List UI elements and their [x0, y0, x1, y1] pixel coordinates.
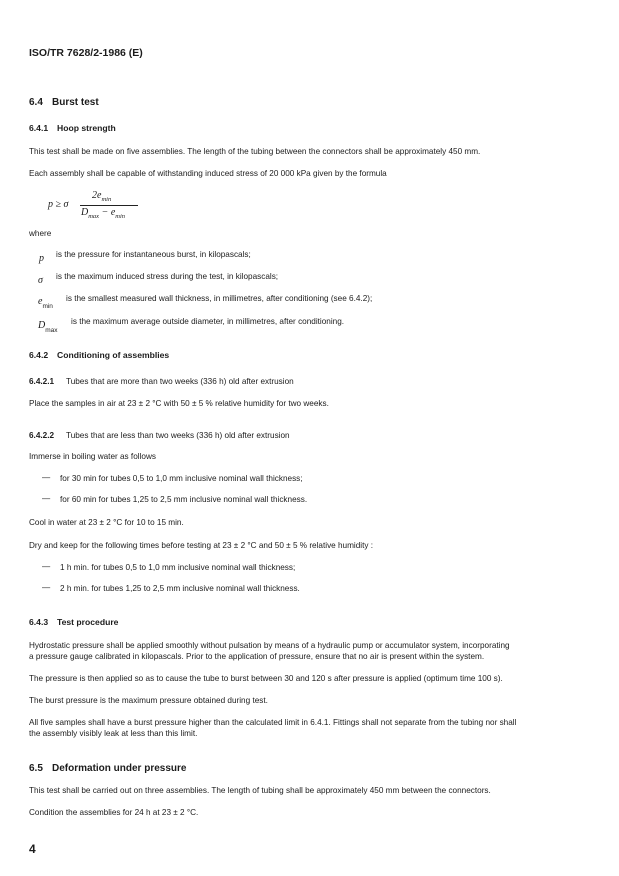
page-number: 4	[29, 842, 36, 856]
paragraph-place-samples: Place the samples in air at 23 ± 2 °C with 50 ± 5 % relative humidity for two weeks.	[29, 399, 329, 408]
definition-sigma-text: is the maximum induced stress during the test, in kilopascals;	[56, 272, 279, 281]
section-6-4-3-title: Test procedure	[57, 617, 119, 627]
paragraph-three-assemblies: This test shall be carried out on three assemblies. The length of tubing shall be approximately 450 mm between the connectors.	[29, 786, 491, 795]
section-6-4-2-1-number: 6.4.2.1	[29, 377, 55, 386]
formula-denominator: $D_{max} - e_{min}$	[81, 207, 126, 220]
list-item: for 30 min for tubes 0,5 to 1,0 mm inclusive nominal wall thickness;	[60, 474, 303, 483]
paragraph-all-five-line2: the assembly visibly leak at less than this limit.	[29, 729, 198, 738]
paragraph-dry-keep: Dry and keep for the following times before testing at 23 ± 2 °C and 50 ± 5 % relative humidity :	[29, 541, 374, 550]
formula-numerator: $2e_{min}$	[92, 190, 112, 203]
section-6-4-number: 6.4	[29, 97, 43, 108]
definition-dmax: $D_{max}$	[38, 320, 58, 335]
section-6-4-2-2-number: 6.4.2.2	[29, 431, 55, 440]
list-item: 1 h min. for tubes 0,5 to 1,0 mm inclusive nominal wall thickness;	[60, 563, 296, 572]
paragraph-cool: Cool in water at 23 ± 2 °C for 10 to 15 min.	[29, 518, 184, 527]
section-6-5-number: 6.5	[29, 763, 43, 774]
section-6-4-1-number: 6.4.1	[29, 123, 49, 133]
definition-p-text: is the pressure for instantaneous burst, in kilopascals;	[56, 250, 251, 259]
paragraph-hydrostatic-line2: a pressure gauge calibrated in kilopascals. Prior to the application of pressure, ensure that no air is present within the system.	[29, 652, 485, 661]
paragraph-all-five-line1: All five samples shall have a burst pressure higher than the calculated limit in 6.4.1. Fittings shall not separate from the tubing nor shall	[29, 718, 517, 727]
definition-emin-text: is the smallest measured wall thickness, in millimetres, after conditioning (see 6.4.2);	[66, 294, 373, 303]
where-label: where	[29, 229, 52, 238]
paragraph-burst-pressure: The burst pressure is the maximum pressure obtained during test.	[29, 696, 268, 705]
list-dash: —	[42, 494, 51, 503]
section-6-5-title: Deformation under pressure	[52, 763, 187, 774]
paragraph-hydrostatic-line1: Hydrostatic pressure shall be applied smoothly without pulsation by means of a hydraulic pump or accumulator system, incorporating	[29, 641, 510, 650]
list-item: 2 h min. for tubes 1,25 to 2,5 mm inclusive nominal wall thickness.	[60, 584, 300, 593]
document-header: ISO/TR 7628/2-1986 (E)	[29, 47, 143, 59]
formula-lhs: p ≥ σ	[48, 199, 69, 210]
definition-sigma: σ	[38, 275, 43, 286]
paragraph-pressure-applied: The pressure is then applied so as to cause the tube to burst between 30 and 120 s after pressure is applied (optimum time 100 s).	[29, 674, 503, 683]
paragraph-five-assemblies: This test shall be made on five assemblies. The length of the tubing between the connectors shall be approximately 450 mm.	[29, 147, 481, 156]
definition-emin: $e_{min}$	[38, 296, 53, 311]
paragraph-induced-stress: Each assembly shall be capable of withstanding induced stress of 20 000 kPa given by the formula	[29, 169, 387, 178]
section-6-4-title: Burst test	[52, 97, 99, 108]
section-6-4-2-title: Conditioning of assemblies	[57, 350, 170, 360]
section-6-4-2-1-title: Tubes that are more than two weeks (336 h) old after extrusion	[66, 377, 294, 386]
section-6-4-1-title: Hoop strength	[57, 123, 116, 133]
definition-dmax-text: is the maximum average outside diameter, in millimetres, after conditioning.	[71, 317, 345, 326]
section-6-4-2-number: 6.4.2	[29, 350, 49, 360]
paragraph-condition: Condition the assemblies for 24 h at 23 ± 2 °C.	[29, 808, 199, 817]
section-6-4-3-number: 6.4.3	[29, 617, 49, 627]
list-dash: —	[42, 473, 51, 482]
paragraph-immerse: Immerse in boiling water as follows	[29, 452, 156, 461]
list-dash: —	[42, 562, 51, 571]
definition-p: p	[39, 253, 44, 264]
formula-fraction-bar	[80, 205, 138, 206]
list-item: for 60 min for tubes 1,25 to 2,5 mm inclusive nominal wall thickness.	[60, 495, 308, 504]
list-dash: —	[42, 583, 51, 592]
section-6-4-2-2-title: Tubes that are less than two weeks (336 h) old after extrusion	[66, 431, 290, 440]
